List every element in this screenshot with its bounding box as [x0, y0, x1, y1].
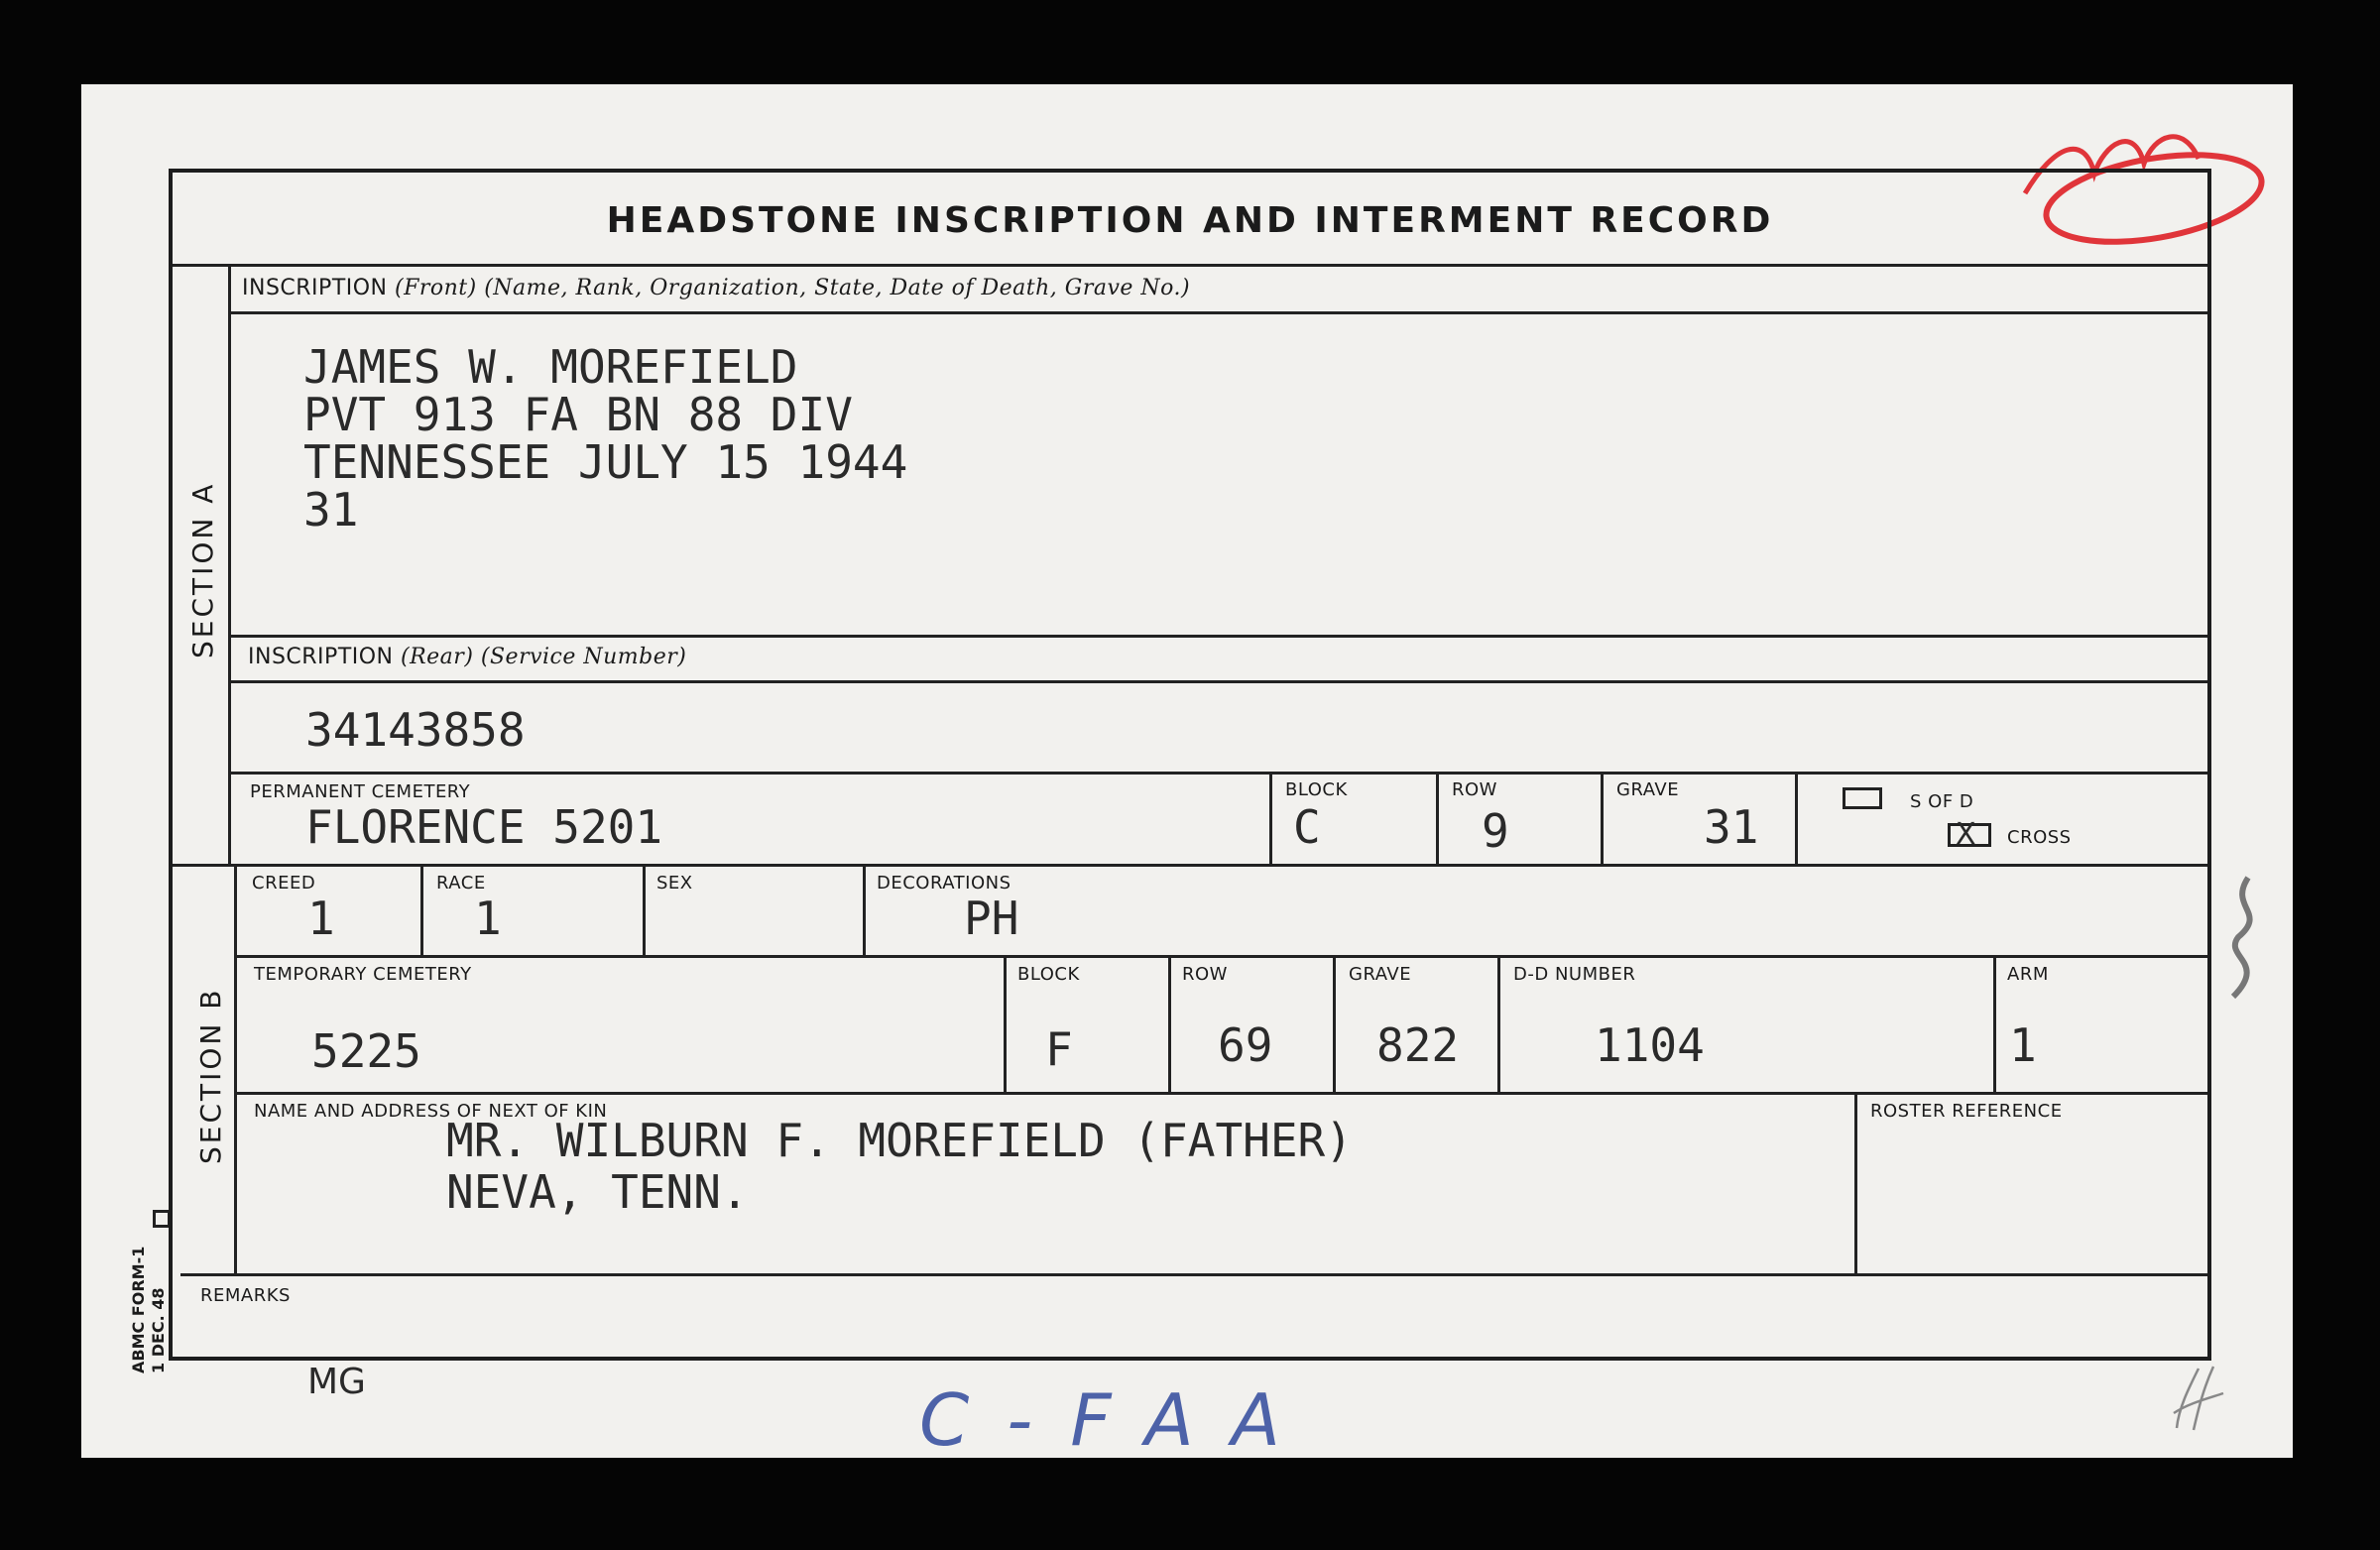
decorations-label: DECORATIONS: [877, 873, 1012, 894]
creed-value: 1: [307, 892, 335, 945]
arm-value: 1: [2009, 1018, 2037, 1072]
temporary-cemetery-label: TEMPORARY CEMETERY: [254, 964, 472, 985]
mg-mark: MG: [307, 1362, 366, 1402]
section-b-label: SECTION B: [194, 987, 227, 1164]
inscription-grave-no: 31: [303, 483, 359, 537]
temporary-grave-label: GRAVE: [1349, 964, 1412, 985]
dd-number: 1104: [1595, 1018, 1705, 1072]
form-title: HEADSTONE INSCRIPTION AND INTERMENT RECORD: [606, 200, 1774, 241]
temporary-block: F: [1045, 1022, 1073, 1076]
permanent-row: 9: [1482, 804, 1509, 858]
creed-label: CREED: [252, 873, 316, 894]
temporary-cemetery: 5225: [311, 1024, 421, 1078]
dd-number-label: D-D NUMBER: [1513, 964, 1636, 985]
inscription-front-label: INSCRIPTION (Front) (Name, Rank, Organization, State, Date of Death, Grave No.): [242, 276, 1191, 300]
race-label: RACE: [436, 873, 486, 894]
section-a-label: SECTION A: [186, 481, 219, 658]
s-of-d-checkbox: [1843, 787, 1882, 809]
next-of-kin-address: NEVA, TENN.: [446, 1165, 749, 1219]
service-number: 34143858: [305, 703, 526, 757]
temporary-row-label: ROW: [1182, 964, 1228, 985]
permanent-block: C: [1293, 800, 1321, 854]
blue-code: C-FAA: [919, 1378, 1318, 1462]
inscription-rear-label: INSCRIPTION (Rear) (Service Number): [248, 645, 687, 669]
temporary-block-label: BLOCK: [1017, 964, 1080, 985]
decorations-value: PH: [964, 892, 1019, 945]
permanent-block-label: BLOCK: [1285, 779, 1348, 800]
form-id: ABMC FORM-1 1 DEC. 48: [129, 1246, 168, 1373]
sex-label: SEX: [656, 873, 693, 894]
race-value: 1: [474, 892, 502, 945]
initials-mark: [2169, 1359, 2228, 1438]
cross-label: CROSS: [2007, 827, 2072, 848]
arm-label: ARM: [2007, 964, 2049, 985]
roster-reference-label: ROSTER REFERENCE: [1870, 1101, 2063, 1122]
permanent-grave-label: GRAVE: [1616, 779, 1680, 800]
inscription-rank-unit: PVT 913 FA BN 88 DIV: [303, 388, 853, 441]
s-of-d-label: S OF D: [1910, 791, 1974, 812]
permanent-grave: 31: [1704, 800, 1759, 854]
permanent-row-label: ROW: [1452, 779, 1497, 800]
inscription-name: JAMES W. MOREFIELD: [303, 340, 798, 394]
permanent-cemetery-label: PERMANENT CEMETERY: [250, 781, 471, 802]
temporary-row: 69: [1218, 1018, 1273, 1072]
permanent-cemetery: FLORENCE 5201: [305, 800, 663, 854]
next-of-kin-label: NAME AND ADDRESS OF NEXT OF KIN: [254, 1101, 608, 1122]
inscription-state-date: TENNESSEE JULY 15 1944: [303, 435, 908, 489]
headstone-form: [169, 169, 2211, 1361]
temporary-grave: 822: [1376, 1018, 1460, 1072]
next-of-kin-name: MR. WILBURN F. MOREFIELD (FATHER): [446, 1114, 1353, 1167]
cross-mark: X: [1956, 817, 1976, 852]
pencil-mark: [2218, 868, 2278, 1007]
remarks-label: REMARKS: [200, 1285, 291, 1306]
